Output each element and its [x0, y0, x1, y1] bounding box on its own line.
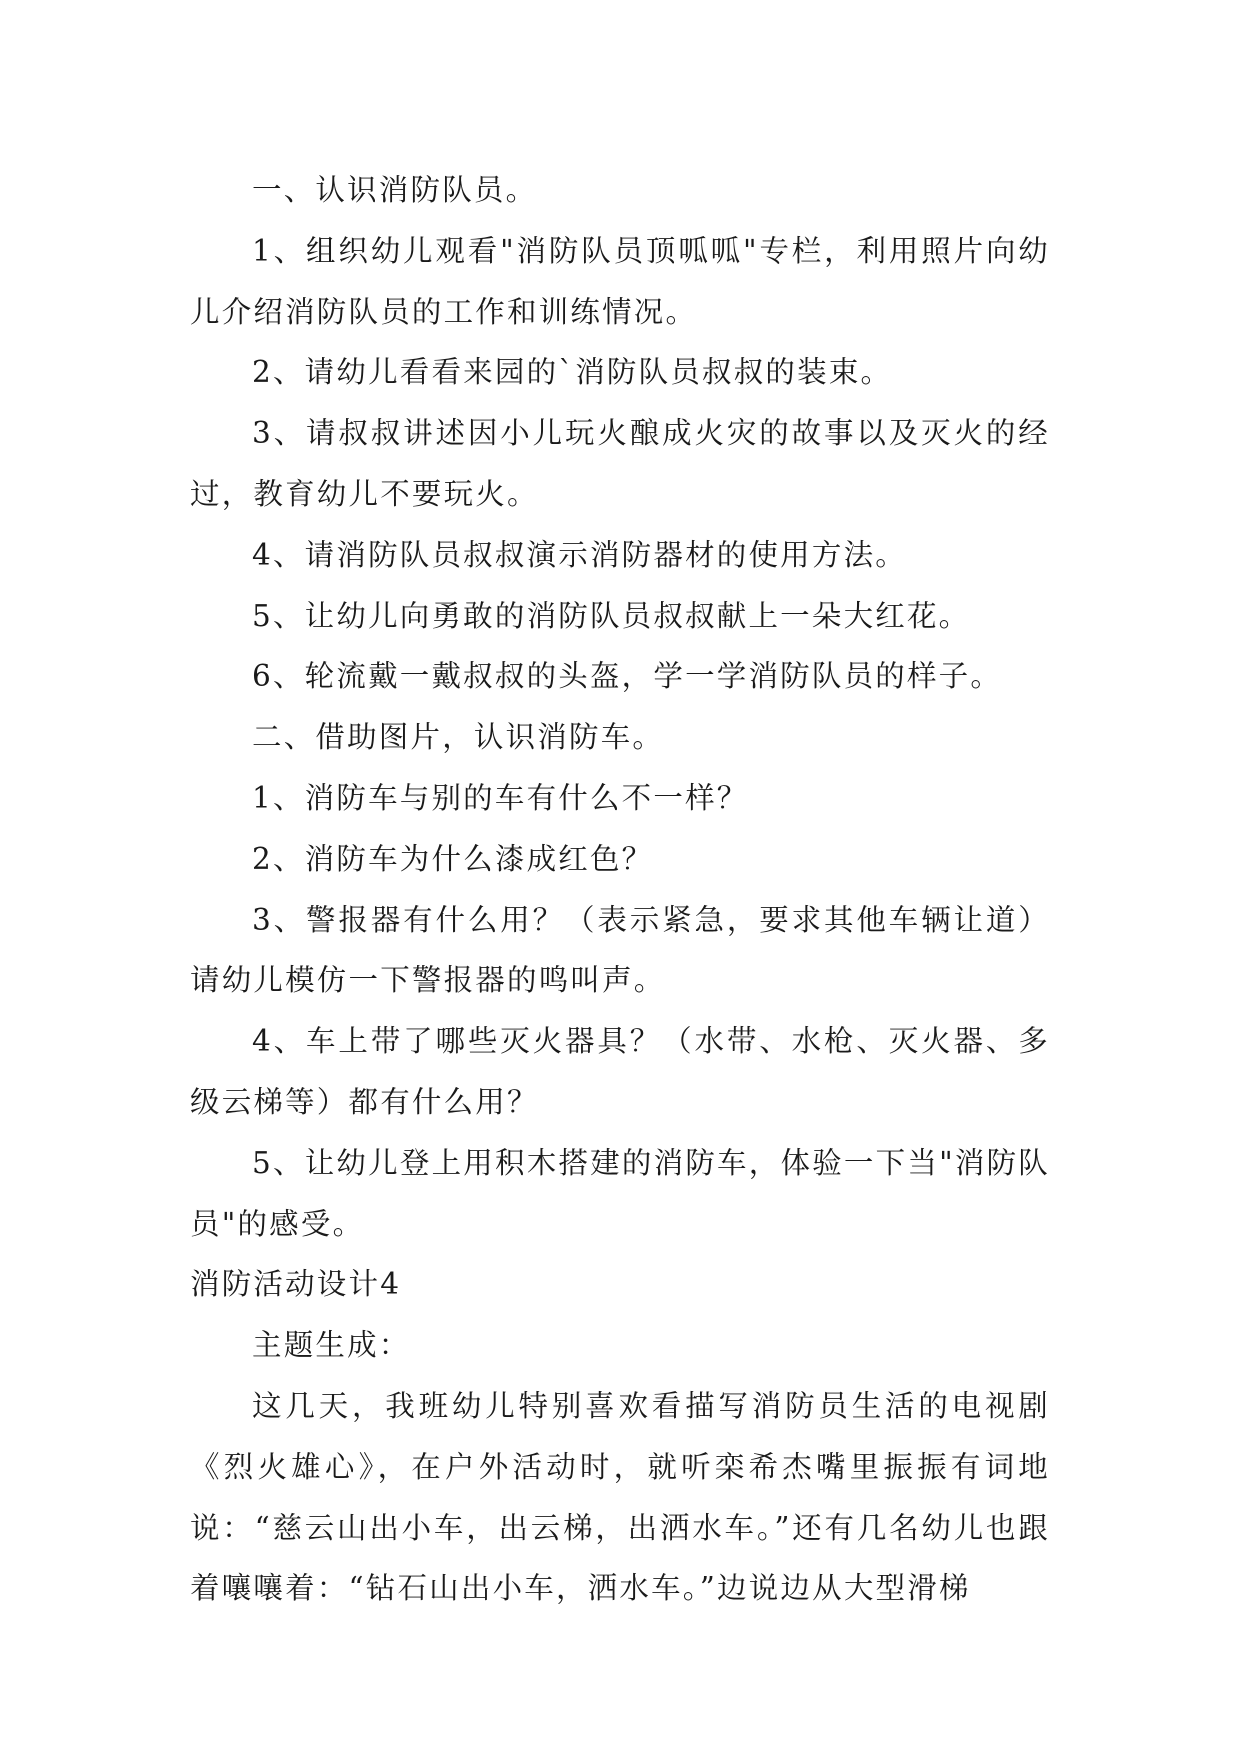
list-item: 2、消防车为什么漆成红色？	[252, 841, 654, 876]
list-item: 2、请幼儿看看来园的`消防队员叔叔的装束。	[252, 355, 893, 390]
list-item: 4、车上带了哪些灭火器具？（水带、水枪、灭火器、多级云梯等）都有什么用？	[190, 1024, 1050, 1119]
subheading: 主题生成：	[252, 1328, 411, 1363]
list-item: 3、请叔叔讲述因小儿玩火酿成火灾的故事以及灭火的经过，教育幼儿不要玩火。	[190, 416, 1050, 511]
list-item: 1、消防车与别的车有什么不一样？	[252, 780, 749, 815]
list-item: 4、请消防队员叔叔演示消防器材的使用方法。	[252, 537, 907, 572]
document-body	[190, 160, 1050, 1619]
list-item: 6、轮流戴一戴叔叔的头盔，学一学消防队员的样子。	[252, 659, 1003, 694]
body-paragraph: 这几天，我班幼儿特别喜欢看描写消防员生活的电视剧《烈火雄心》，在户外活动时，就听栾希杰嘴里振振有词地说：“慈云山出小车，出云梯，出洒水车。”还有几名幼儿也跟着嚷嚷着：“钻石山出小车，洒水车。”边说边从大型滑梯	[190, 1388, 1050, 1606]
list-item: 5、让幼儿登上用积木搭建的消防车，体验一下当"消防队员"的感受。	[190, 1145, 1050, 1241]
section-heading-1: 一、认识消防队员。	[252, 173, 538, 207]
section-heading-2: 二、借助图片，认识消防车。	[252, 720, 665, 755]
document-title: 消防活动设计4	[190, 1267, 402, 1302]
list-item: 3、警报器有什么用？（表示紧急，要求其他车辆让道）请幼儿模仿一下警报器的鸣叫声。	[190, 902, 1050, 998]
list-item: 5、让幼儿向勇敢的消防队员叔叔献上一朵大红花。	[252, 598, 971, 633]
list-item: 1、组织幼儿观看"消防队员顶呱呱"专栏，利用照片向幼儿介绍消防队员的工作和训练情况。	[190, 233, 1050, 329]
